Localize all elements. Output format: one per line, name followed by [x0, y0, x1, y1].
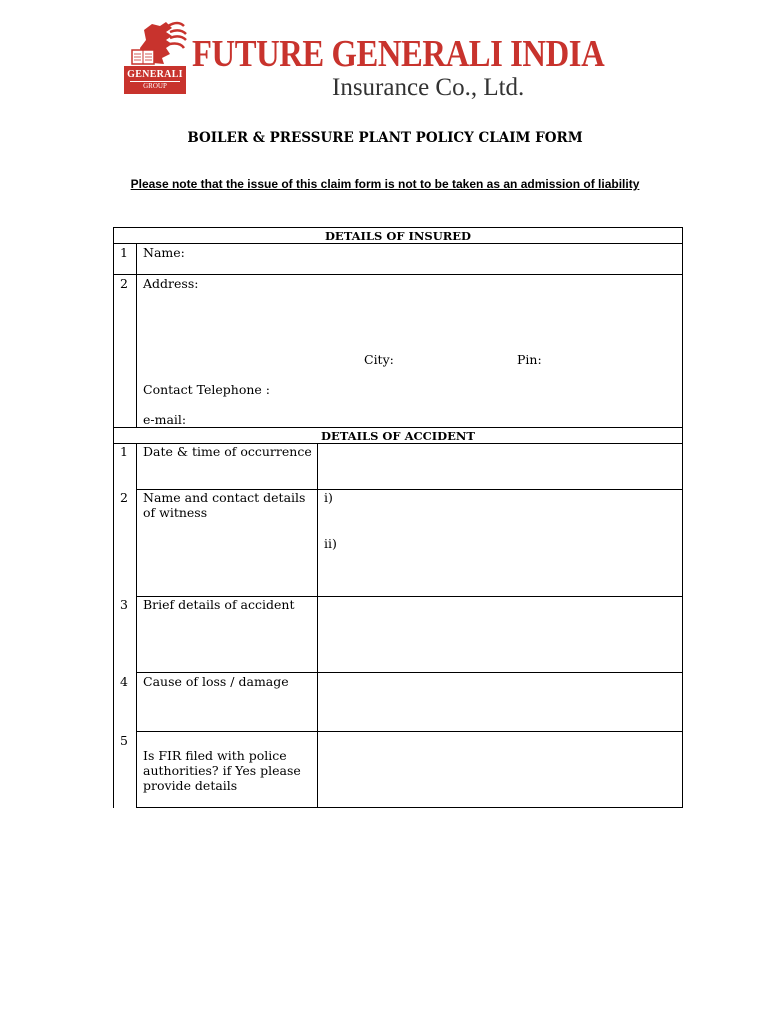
rule — [136, 807, 683, 808]
accident-details-label: Brief details of accident — [143, 597, 295, 612]
accident-row-number: 4 — [120, 674, 128, 689]
rule — [136, 443, 137, 808]
insured-row-number: 2 — [120, 276, 128, 291]
fir-details-field[interactable] — [318, 732, 682, 807]
badge-subtext: GROUP — [130, 81, 180, 91]
cause-of-loss-label: Cause of loss / damage — [143, 674, 289, 689]
witness-answer-1[interactable]: i) — [324, 490, 333, 505]
occurrence-datetime-field[interactable] — [318, 444, 682, 489]
generali-badge — [124, 66, 186, 94]
badge-text: GENERALI — [127, 69, 183, 80]
rule — [113, 243, 683, 244]
city-label[interactable]: City: — [364, 352, 394, 367]
accident-row-number: 5 — [120, 733, 128, 748]
accident-row-number: 3 — [120, 597, 128, 612]
cause-of-loss-field[interactable] — [318, 673, 682, 731]
address-label[interactable]: Address: — [143, 276, 199, 291]
form-title: BOILER & PRESSURE PLANT POLICY CLAIM FORM — [187, 130, 583, 146]
occurrence-datetime-label: Date & time of occurrence — [143, 444, 312, 459]
accident-row-number: 2 — [120, 490, 128, 505]
liability-note: Please note that the issue of this claim form is not to be taken as an admission of liability — [130, 177, 640, 191]
company-suffix: Insurance Co., Ltd. — [332, 74, 525, 101]
witness-label: Name and contact details of witness — [143, 490, 306, 520]
accident-row-number: 1 — [120, 444, 128, 459]
accident-details-field[interactable] — [318, 597, 682, 672]
company-name: FUTURE GENERALI INDIA — [192, 33, 605, 75]
rule — [113, 227, 683, 228]
insured-heading: DETAILS OF INSURED — [324, 229, 472, 243]
insured-row-number: 1 — [120, 245, 128, 260]
rule — [136, 243, 137, 427]
company-logo — [122, 18, 662, 102]
name-label[interactable]: Name: — [143, 245, 185, 260]
contact-telephone-label[interactable]: Contact Telephone : — [143, 382, 270, 397]
email-label[interactable]: e-mail: — [143, 412, 187, 427]
rule — [113, 427, 683, 428]
rule — [113, 227, 114, 808]
rule — [682, 227, 683, 808]
rule — [113, 274, 683, 275]
pin-label[interactable]: Pin: — [517, 352, 542, 367]
accident-heading: DETAILS OF ACCIDENT — [321, 429, 475, 443]
witness-answer-2[interactable]: ii) — [324, 536, 337, 551]
fir-label: Is FIR filed with police authorities? if Yes please provide details — [143, 748, 301, 793]
